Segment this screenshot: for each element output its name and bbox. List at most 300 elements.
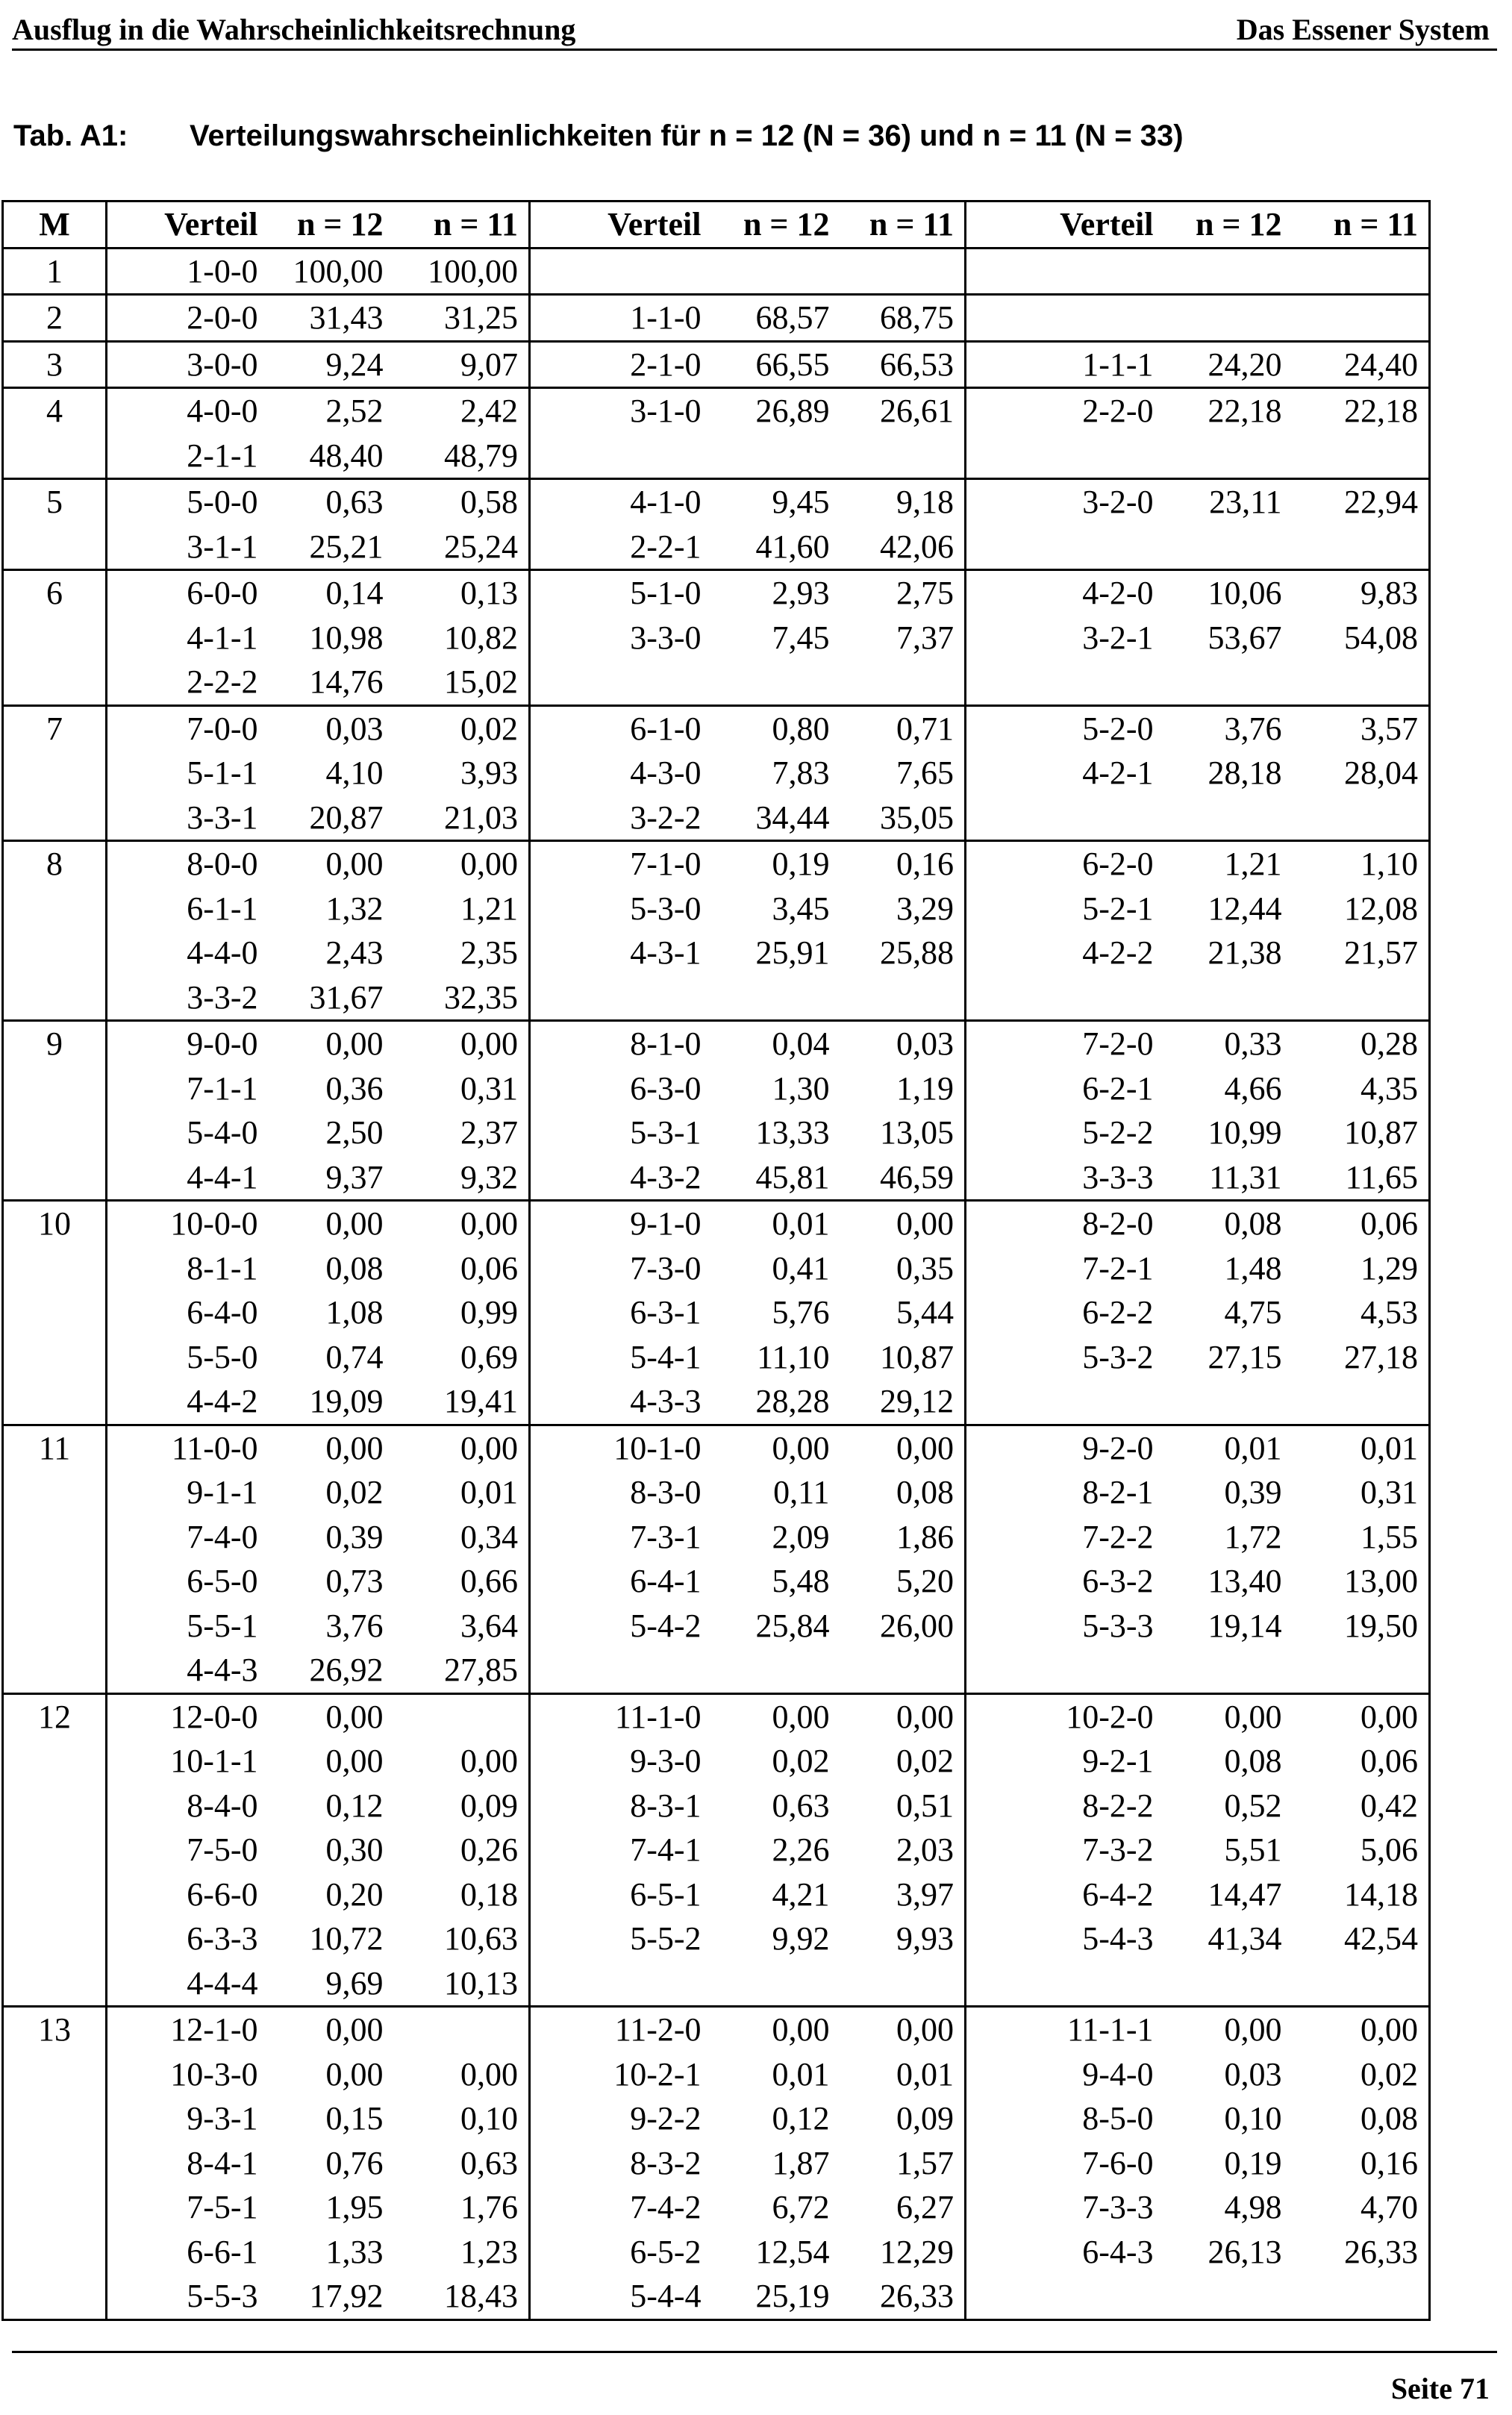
table-cell: 0,00 xyxy=(840,1425,966,1470)
table-cell: 8-1-0 xyxy=(630,1025,702,1062)
table-row xyxy=(3,1425,1430,1470)
table-cell: 25,91 xyxy=(755,934,830,971)
table-cell xyxy=(1293,295,1430,342)
table-cell: 0,00 xyxy=(840,1201,966,1246)
table-cell: 8-5-0 xyxy=(1082,2100,1154,2137)
table-cell: 0,08 xyxy=(1293,2096,1430,2141)
table-row xyxy=(3,388,1430,434)
table-cell: 2-2-1 xyxy=(530,525,712,570)
table-cell xyxy=(840,1961,966,2007)
column-header: n = 12 xyxy=(269,201,394,249)
table-cell: 12-1-0 xyxy=(170,2011,258,2048)
table-cell: 0,09 xyxy=(394,1784,530,1828)
table-cell: 66,53 xyxy=(840,341,966,388)
table-cell: 1,10 xyxy=(1293,841,1430,887)
table-row xyxy=(3,796,1430,841)
table-cell: 0,08 xyxy=(840,1470,966,1515)
table-cell: 14,47 xyxy=(1208,1875,1282,1913)
table-cell: 0,15 xyxy=(325,2100,384,2137)
table-cell: 7-4-0 xyxy=(187,1518,258,1555)
table-cell: 31,25 xyxy=(394,295,530,342)
table-cell: 5-2-1 xyxy=(1082,890,1154,927)
table-cell: 25,19 xyxy=(712,2274,840,2319)
header-title: Ausflug in die Wahrscheinlichkeitsrechnung xyxy=(12,13,576,46)
table-cell: 0,80 xyxy=(772,710,830,747)
table-cell: 7-4-1 xyxy=(630,1831,702,1868)
table-cell: 1,21 xyxy=(1224,846,1282,882)
table-cell: 0,00 xyxy=(772,2011,830,2048)
header-subtitle: Das Essener System xyxy=(1236,13,1490,46)
table-cell: 0,13 xyxy=(394,570,530,616)
table-cell: 0,08 xyxy=(325,1249,384,1287)
table-cell: 9-2-0 xyxy=(1082,1429,1154,1466)
caption-text: Verteilungswahrscheinlichkeiten für n = 12 (N = 36) und n = 11 (N = 33) xyxy=(190,119,1184,152)
table-cell xyxy=(966,525,1164,570)
table-cell: 1,29 xyxy=(1293,1246,1430,1291)
table-cell: 26,89 xyxy=(755,393,830,429)
table-cell: 11,65 xyxy=(1293,1155,1430,1201)
table-cell: 1,19 xyxy=(840,1066,966,1111)
table-cell: 0,00 xyxy=(1293,1693,1430,1739)
table-cell: 3-3-0 xyxy=(630,619,702,656)
table-cell: 0,35 xyxy=(840,1246,966,1291)
table-cell: 5,48 xyxy=(772,1563,830,1599)
table-cell: 0,00 xyxy=(394,1425,530,1470)
table-cell: 3,97 xyxy=(840,1872,966,1917)
table-cell-m xyxy=(3,660,107,705)
table-cell: 0,00 xyxy=(325,2055,384,2093)
table-cell: 0,09 xyxy=(840,2096,966,2141)
table-cell: 0,63 xyxy=(772,1787,830,1824)
table-cell: 5,51 xyxy=(1224,1831,1282,1868)
table-cell: 9-4-0 xyxy=(1082,2055,1154,2093)
table-cell: 8-2-0 xyxy=(1082,1205,1154,1242)
table-cell: 0,28 xyxy=(1293,1021,1430,1066)
table-cell-m: 8 xyxy=(3,841,107,887)
table-cell: 4,70 xyxy=(1293,2185,1430,2230)
column-header: n = 12 xyxy=(712,201,840,249)
table-cell: 8-4-1 xyxy=(187,2144,258,2181)
table-row xyxy=(3,2230,1430,2275)
table-cell: 8-1-1 xyxy=(187,1249,258,1287)
table-row xyxy=(3,2007,1430,2052)
table-cell xyxy=(394,2007,530,2052)
table-cell: 0,76 xyxy=(325,2144,384,2181)
table-cell: 12,29 xyxy=(840,2230,966,2275)
table-cell xyxy=(966,1961,1164,2007)
table-cell: 45,81 xyxy=(712,1155,840,1201)
table-cell: 26,61 xyxy=(840,388,966,434)
column-header: n = 11 xyxy=(1293,201,1430,249)
table-row xyxy=(3,341,1430,388)
table-cell xyxy=(1293,1648,1430,1693)
table-cell: 0,26 xyxy=(394,1828,530,1872)
table-cell xyxy=(966,1648,1164,1693)
table-cell: 0,71 xyxy=(840,705,966,751)
page-header xyxy=(12,7,1497,51)
table-cell: 21,03 xyxy=(394,796,530,841)
table-cell: 48,40 xyxy=(269,434,394,479)
table-cell: 5,76 xyxy=(772,1294,830,1331)
table-cell: 11-1-0 xyxy=(614,1698,702,1735)
table-cell xyxy=(712,1648,840,1693)
table-cell: 28,04 xyxy=(1293,751,1430,796)
table-cell: 26,92 xyxy=(269,1648,394,1693)
table-cell: 25,24 xyxy=(394,525,530,570)
table-row xyxy=(3,1784,1430,1828)
table-cell: 17,92 xyxy=(269,2274,394,2319)
table-cell: 26,13 xyxy=(1208,2233,1282,2270)
table-cell: 0,11 xyxy=(773,1474,830,1510)
table-cell: 53,67 xyxy=(1208,619,1282,656)
distribution-table xyxy=(1,200,1431,2321)
table-cell: 9,32 xyxy=(394,1155,530,1201)
table-cell: 42,06 xyxy=(840,525,966,570)
table-cell: 2-2-2 xyxy=(107,660,269,705)
table-cell: 4,35 xyxy=(1293,1066,1430,1111)
table-cell: 2,52 xyxy=(325,393,384,429)
table-cell: 9,93 xyxy=(840,1916,966,1961)
column-header: Verteil xyxy=(966,201,1164,249)
table-cell: 22,18 xyxy=(1208,393,1282,429)
table-cell: 3,45 xyxy=(772,890,830,927)
table-cell xyxy=(1164,295,1293,342)
table-cell: 3-1-1 xyxy=(107,525,269,570)
table-cell: 0,19 xyxy=(772,846,830,882)
table-cell-m xyxy=(3,1246,107,1291)
table-cell: 0,99 xyxy=(394,1290,530,1335)
table-row xyxy=(3,705,1430,751)
column-header: Verteil xyxy=(530,201,712,249)
table-cell: 7-4-2 xyxy=(630,2189,702,2225)
table-cell-m: 3 xyxy=(3,341,107,388)
table-cell xyxy=(1164,796,1293,841)
table-cell: 0,58 xyxy=(394,479,530,525)
table-cell: 0,12 xyxy=(772,2100,830,2137)
column-header: Verteil xyxy=(107,201,269,249)
table-cell: 27,15 xyxy=(1208,1338,1282,1375)
table-cell xyxy=(966,2274,1164,2319)
table-row xyxy=(3,1110,1430,1155)
table-cell: 6-0-0 xyxy=(187,575,258,611)
table-cell: 7-1-1 xyxy=(187,1069,258,1107)
table-cell: 100,00 xyxy=(394,248,530,295)
table-cell xyxy=(966,660,1164,705)
table-cell: 12,44 xyxy=(1208,890,1282,927)
table-cell: 5,20 xyxy=(840,1559,966,1604)
table-cell: 2-1-1 xyxy=(107,434,269,479)
table-cell: 1,72 xyxy=(1224,1518,1282,1555)
table-cell: 5-0-0 xyxy=(187,484,258,520)
table-cell: 4,66 xyxy=(1224,1069,1282,1107)
table-cell: 4-2-2 xyxy=(1082,934,1154,971)
table-cell: 6-2-0 xyxy=(1082,846,1154,882)
table-cell: 7-3-0 xyxy=(630,1249,702,1287)
table-cell: 5-5-1 xyxy=(187,1607,258,1644)
table-cell-m: 1 xyxy=(3,248,107,295)
table-cell: 6-4-0 xyxy=(187,1294,258,1331)
table-cell: 0,08 xyxy=(1224,1205,1282,1242)
table-cell-m: 11 xyxy=(3,1425,107,1470)
table-cell: 10,06 xyxy=(1208,575,1282,611)
table-cell: 13,05 xyxy=(840,1110,966,1155)
table-cell xyxy=(1164,525,1293,570)
table-cell: 6-1-0 xyxy=(630,710,702,747)
table-cell-m xyxy=(3,1916,107,1961)
table-cell: 2,03 xyxy=(840,1828,966,1872)
table-cell xyxy=(712,975,840,1021)
table-cell-m: 10 xyxy=(3,1201,107,1246)
table-cell: 0,01 xyxy=(394,1470,530,1515)
table-cell-m xyxy=(3,525,107,570)
table-cell xyxy=(840,660,966,705)
column-header: n = 11 xyxy=(394,201,530,249)
table-cell: 1,95 xyxy=(325,2189,384,2225)
table-cell-m xyxy=(3,1515,107,1560)
table-cell-m xyxy=(3,796,107,841)
table-cell: 0,02 xyxy=(394,705,530,751)
table-cell: 6-6-0 xyxy=(187,1875,258,1913)
table-cell: 54,08 xyxy=(1293,616,1430,660)
table-cell: 5-5-2 xyxy=(630,1920,702,1957)
table-cell: 0,19 xyxy=(1224,2144,1282,2181)
table-cell: 1,48 xyxy=(1224,1249,1282,1287)
table-cell: 0,00 xyxy=(325,1205,384,1242)
table-cell xyxy=(1293,1379,1430,1425)
table-cell: 9-2-1 xyxy=(1082,1743,1154,1779)
table-cell: 0,74 xyxy=(325,1338,384,1375)
page-footer xyxy=(12,2351,1497,2411)
table-row xyxy=(3,1872,1430,1917)
table-cell: 27,85 xyxy=(394,1648,530,1693)
table-cell: 68,57 xyxy=(712,295,840,342)
table-cell: 10-1-0 xyxy=(613,1429,702,1466)
table-cell xyxy=(530,434,712,479)
table-cell: 4,21 xyxy=(772,1875,830,1913)
table-cell: 11-1-1 xyxy=(1066,2011,1154,2048)
table-cell: 26,33 xyxy=(840,2274,966,2319)
table-cell: 0,20 xyxy=(325,1875,384,1913)
table-cell: 10,72 xyxy=(309,1920,384,1957)
table-cell-m: 6 xyxy=(3,570,107,616)
table-cell: 13,33 xyxy=(755,1114,830,1151)
table-row xyxy=(3,2096,1430,2141)
table-cell: 10,63 xyxy=(394,1916,530,1961)
table-cell: 1-1-0 xyxy=(530,295,712,342)
table-cell-m xyxy=(3,931,107,975)
table-cell: 1,86 xyxy=(840,1515,966,1560)
table-cell: 0,33 xyxy=(1224,1025,1282,1062)
table-cell: 0,00 xyxy=(394,2052,530,2097)
table-cell: 8-3-1 xyxy=(630,1787,702,1824)
table-cell-m: 2 xyxy=(3,295,107,342)
table-cell-m xyxy=(3,2052,107,2097)
table-cell: 21,57 xyxy=(1293,931,1430,975)
table-group xyxy=(3,248,1430,295)
table-cell: 0,06 xyxy=(1293,1739,1430,1784)
table-cell: 3,29 xyxy=(840,887,966,931)
table-cell: 20,87 xyxy=(269,796,394,841)
table-cell-m xyxy=(3,1961,107,2007)
table-cell: 7,45 xyxy=(772,619,830,656)
table-cell: 2,37 xyxy=(394,1110,530,1155)
table-cell xyxy=(966,295,1164,342)
table-cell-m xyxy=(3,1290,107,1335)
table-cell: 21,38 xyxy=(1208,934,1282,971)
table-cell: 27,18 xyxy=(1293,1335,1430,1380)
table-cell: 0,18 xyxy=(394,1872,530,1917)
table-cell: 9,92 xyxy=(772,1920,830,1957)
table-cell: 5,06 xyxy=(1293,1828,1430,1872)
table-cell: 10,13 xyxy=(394,1961,530,2007)
table-cell: 4-4-1 xyxy=(107,1155,269,1201)
table-cell: 14,76 xyxy=(269,660,394,705)
table-cell-m xyxy=(3,1739,107,1784)
table-cell-m xyxy=(3,751,107,796)
table-cell xyxy=(1293,660,1430,705)
table-row xyxy=(3,1604,1430,1649)
table-caption xyxy=(13,119,1491,157)
table-group xyxy=(3,1693,1430,2007)
table-cell: 35,05 xyxy=(840,796,966,841)
table-cell: 10,82 xyxy=(394,616,530,660)
table-cell-m xyxy=(3,1066,107,1111)
table-cell: 0,01 xyxy=(1293,1425,1430,1470)
table-cell: 1,30 xyxy=(772,1069,830,1107)
table-cell: 10,98 xyxy=(309,619,384,656)
table-cell: 1-0-0 xyxy=(107,248,269,295)
table-cell: 7-3-3 xyxy=(1082,2189,1154,2225)
table-cell: 6-6-1 xyxy=(187,2233,258,2270)
table-cell-m xyxy=(3,616,107,660)
table-cell: 7-1-0 xyxy=(630,846,702,882)
table-row xyxy=(3,2185,1430,2230)
table-cell: 6-1-1 xyxy=(187,890,258,927)
table-cell: 10,87 xyxy=(1293,1110,1430,1155)
table-cell: 0,00 xyxy=(840,1693,966,1739)
table-row xyxy=(3,479,1430,525)
table-cell: 2-2-0 xyxy=(1082,393,1154,429)
table-cell xyxy=(394,1693,530,1739)
table-cell: 13,40 xyxy=(1208,1563,1282,1599)
table-cell: 3,57 xyxy=(1293,705,1430,751)
table-cell: 10,87 xyxy=(840,1335,966,1380)
table-cell: 31,67 xyxy=(269,975,394,1021)
table-cell-m xyxy=(3,887,107,931)
table-cell: 1,76 xyxy=(394,2185,530,2230)
table-cell: 3,64 xyxy=(394,1604,530,1649)
table-cell: 19,09 xyxy=(269,1379,394,1425)
table-cell: 5-5-3 xyxy=(107,2274,269,2319)
table-cell: 0,14 xyxy=(325,575,384,611)
table-header-row xyxy=(3,201,1430,249)
table-cell: 3-2-1 xyxy=(1082,619,1154,656)
table-cell: 9,18 xyxy=(840,479,966,525)
table-row xyxy=(3,2052,1430,2097)
table-cell: 0,30 xyxy=(325,1831,384,1868)
table-cell: 8-3-0 xyxy=(630,1474,702,1510)
table-cell: 7-5-0 xyxy=(187,1831,258,1868)
table-cell: 5-3-1 xyxy=(630,1114,702,1151)
table-cell: 8-2-1 xyxy=(1082,1474,1154,1510)
table-cell: 0,63 xyxy=(325,484,384,520)
table-cell xyxy=(840,248,966,295)
table-cell: 28,28 xyxy=(712,1379,840,1425)
table-row xyxy=(3,570,1430,616)
table-group xyxy=(3,1425,1430,1693)
table-cell-m xyxy=(3,434,107,479)
table-cell: 0,41 xyxy=(772,1249,830,1287)
table-cell: 9-3-1 xyxy=(187,2100,258,2137)
table-group xyxy=(3,1021,1430,1201)
table-cell xyxy=(1164,1648,1293,1693)
table-cell: 0,00 xyxy=(772,1429,830,1466)
table-group xyxy=(3,1201,1430,1425)
table-cell: 22,18 xyxy=(1293,388,1430,434)
table-cell: 4-1-1 xyxy=(187,619,258,656)
table-cell: 3-0-0 xyxy=(107,341,269,388)
table-cell: 9-3-0 xyxy=(630,1743,702,1779)
table-cell: 0,00 xyxy=(772,1698,830,1735)
table-cell: 0,01 xyxy=(1224,1429,1282,1466)
table-cell: 0,02 xyxy=(840,1739,966,1784)
table-cell: 7-2-0 xyxy=(1082,1025,1154,1062)
table-group xyxy=(3,341,1430,388)
table-cell xyxy=(1164,2274,1293,2319)
table-cell: 5-1-0 xyxy=(630,575,702,611)
table-cell: 5-4-0 xyxy=(187,1114,258,1151)
table-group xyxy=(3,570,1430,706)
table-cell: 2,42 xyxy=(394,388,530,434)
table-cell: 6,72 xyxy=(772,2189,830,2225)
table-cell: 14,18 xyxy=(1293,1872,1430,1917)
table-cell: 0,73 xyxy=(325,1563,384,1599)
table-cell: 6-3-1 xyxy=(630,1294,702,1331)
table-cell: 0,02 xyxy=(1293,2052,1430,2097)
column-header: n = 11 xyxy=(840,201,966,249)
table-cell: 6-5-0 xyxy=(187,1563,258,1599)
table-cell-m xyxy=(3,1559,107,1604)
table-cell: 19,41 xyxy=(394,1379,530,1425)
table-cell-m xyxy=(3,1155,107,1201)
table-cell: 0,69 xyxy=(394,1335,530,1380)
table-cell: 11,31 xyxy=(1164,1155,1293,1201)
table-cell xyxy=(1164,1961,1293,2007)
table-cell: 7-3-1 xyxy=(630,1518,702,1555)
table-group xyxy=(3,841,1430,1021)
table-cell: 4-4-2 xyxy=(107,1379,269,1425)
table-cell: 25,21 xyxy=(269,525,394,570)
table-cell: 23,11 xyxy=(1209,484,1282,520)
table-cell: 4,75 xyxy=(1224,1294,1282,1331)
table-cell: 2,43 xyxy=(325,934,384,971)
table-cell: 5-3-0 xyxy=(630,890,702,927)
table-row xyxy=(3,887,1430,931)
table-cell: 2,26 xyxy=(772,1831,830,1868)
table-cell: 10-2-0 xyxy=(1066,1698,1154,1735)
table-cell xyxy=(530,1648,712,1693)
table-group xyxy=(3,388,1430,479)
table-cell: 0,00 xyxy=(325,846,384,882)
page-number: Seite 71 xyxy=(1390,2372,1490,2405)
table-cell: 6-2-1 xyxy=(1082,1069,1154,1107)
table-cell: 0,39 xyxy=(325,1518,384,1555)
table-cell: 4-3-2 xyxy=(530,1155,712,1201)
table-cell: 7,65 xyxy=(840,751,966,796)
table-row xyxy=(3,751,1430,796)
table-cell: 9-1-1 xyxy=(187,1474,258,1510)
table-cell: 5-4-3 xyxy=(1082,1920,1154,1957)
